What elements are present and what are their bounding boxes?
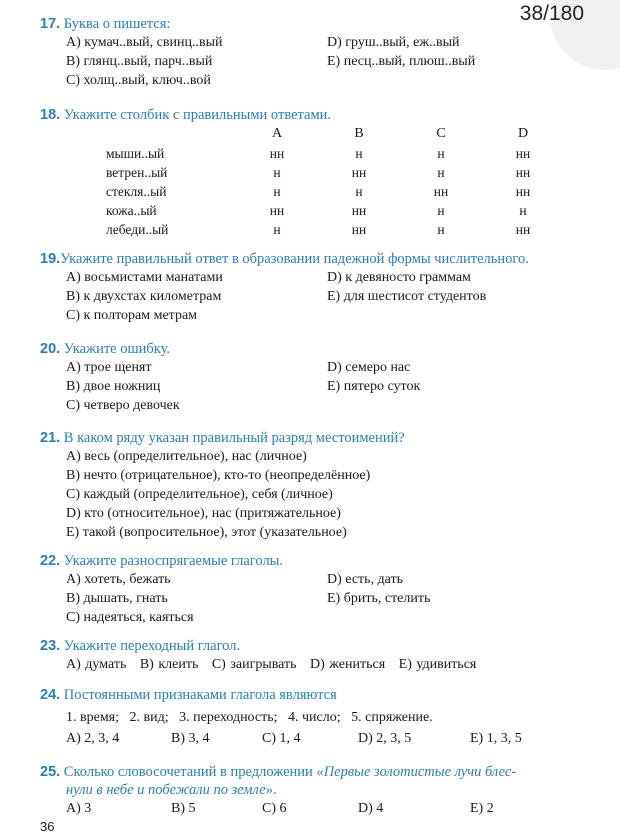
option: С) заигрывать — [211, 657, 297, 672]
question-19 — [40, 250, 600, 325]
option: D) груш..вый, еж..вый — [327, 35, 460, 50]
option: С) надеяться, каяться — [66, 610, 194, 625]
cell: н — [519, 202, 527, 218]
table-row — [106, 163, 564, 182]
cell: н — [273, 221, 281, 237]
cell: нн — [351, 221, 367, 237]
list-item: 3. переходность; — [179, 710, 278, 725]
word-cell: лебеди..ый — [106, 221, 169, 237]
option: В) клеить — [139, 657, 199, 672]
option: Е) 2 — [470, 801, 494, 816]
option: С) 6 — [262, 801, 287, 816]
question-title: 21. В каком ряду указан правильный разряд местоимений? — [40, 430, 405, 446]
option: С) каждый (определительное), себя (личное) — [66, 487, 333, 502]
option: А) весь (определительное), нас (личное) — [66, 449, 307, 464]
option: С) к полторам метрам — [66, 308, 198, 323]
question-18 — [40, 106, 600, 241]
option: С) четверо девочек — [66, 398, 180, 413]
column-header: С — [436, 126, 446, 141]
option: В) 5 — [171, 801, 196, 816]
table-row — [106, 220, 564, 239]
word-cell: ветрен..ый — [106, 164, 168, 180]
option: А) восьмистами манатами — [66, 270, 223, 285]
option: В) двое ножниц — [66, 379, 161, 394]
option: D) к девяносто граммам — [327, 270, 471, 285]
cell: нн — [351, 202, 367, 218]
option: D) жениться — [310, 657, 386, 672]
cell: н — [437, 202, 445, 218]
question-title: 22. Укажите разноспрягаемые глаголы. — [40, 553, 284, 569]
question-title: 17. Буква о пишется: — [40, 16, 171, 32]
cell: нн — [515, 221, 531, 237]
option: В) дышать, гнать — [66, 591, 168, 606]
option: А) 2, 3, 4 — [66, 731, 120, 746]
option: А) кумач..вый, свинц..вый — [66, 35, 223, 50]
question-23 — [40, 637, 600, 674]
column-header: D — [517, 126, 529, 141]
question-22 — [40, 552, 600, 627]
list-item: 5. спряжение. — [351, 710, 433, 725]
question-title: 18. Укажите столбик с правильными ответами. — [40, 107, 332, 123]
option: В) к двухстах километрам — [66, 289, 222, 304]
cell: нн — [515, 145, 531, 161]
option: Е) такой (вопросительное), этот (указательное) — [66, 525, 347, 540]
option: D) 4 — [358, 801, 384, 816]
word-cell: стекля..ый — [106, 183, 167, 199]
question-24 — [40, 686, 600, 748]
question-title: 23. Укажите переходный глагол. — [40, 638, 241, 654]
option: Е) брить, стелить — [327, 591, 431, 606]
option: Е) для шестисот студентов — [327, 289, 487, 304]
list-item: 2. вид; — [129, 710, 169, 725]
table-row — [106, 201, 564, 220]
question-21 — [40, 429, 600, 542]
answer-table — [106, 124, 564, 239]
option: А) думать — [66, 657, 127, 672]
cell: нн — [515, 183, 531, 199]
column-header: А — [271, 126, 283, 141]
cell: н — [437, 145, 445, 161]
table-row — [106, 144, 564, 163]
option: D) кто (относительное), нас (притяжательное) — [66, 506, 341, 521]
feature-list — [66, 708, 600, 727]
question-17 — [40, 15, 600, 90]
cell: н — [273, 183, 281, 199]
page-number: 36 — [40, 819, 55, 834]
cell: н — [437, 221, 445, 237]
option: D) семеро нас — [327, 360, 411, 375]
option: Е) песц..вый, плюш..вый — [327, 54, 476, 69]
option: Е) удивиться — [398, 657, 477, 672]
option: D) есть, дать — [327, 572, 404, 587]
option: Е) 1, 3, 5 — [470, 731, 522, 746]
option: А) трое щенят — [66, 360, 152, 375]
option: В) глянц..вый, парч..вый — [66, 54, 213, 69]
option: D) 2, 3, 5 — [358, 731, 412, 746]
option: А) 3 — [66, 801, 92, 816]
cell: нн — [269, 145, 285, 161]
question-title: 19.Укажите правильный ответ в образовании падежной формы числительного. — [40, 251, 529, 267]
option: В) 3, 4 — [171, 731, 210, 746]
option: А) хотеть, бежать — [66, 572, 171, 587]
cell: нн — [269, 202, 285, 218]
page-indicator: 38/180 — [519, 2, 584, 25]
option: С) холщ..вый, ключ..вой — [66, 73, 211, 88]
cell: н — [437, 164, 445, 180]
question-20 — [40, 340, 600, 415]
cell: н — [355, 145, 363, 161]
cell: н — [355, 183, 363, 199]
option: Е) пятеро суток — [327, 379, 421, 394]
list-item: 1. время; — [66, 710, 120, 725]
list-item: 4. число; — [288, 710, 341, 725]
question-25: 25. Сколько словосочетаний в предложении «Первые золотистые лучи блес- нули в небе и побежали по земле». А) 3 В) 5 С) 6 D) 4 Е) 2 — [40, 763, 600, 818]
cell: н — [273, 164, 281, 180]
option-row — [66, 655, 600, 674]
question-title: 24. Постоянными признаками глагола являются — [40, 687, 337, 703]
option: В) нечто (отрицательное), кто-то (неопределённое) — [66, 468, 371, 483]
cell: нн — [433, 183, 449, 199]
question-title: 20. Укажите ошибку. — [40, 341, 171, 357]
word-cell: мыши..ый — [106, 145, 165, 161]
cell: нн — [351, 164, 367, 180]
word-cell: кожа..ый — [106, 202, 157, 218]
cell: нн — [515, 164, 531, 180]
table-row — [106, 182, 564, 201]
question-title: 25. Сколько словосочетаний в предложении «Первые золотистые лучи блес- — [40, 764, 517, 780]
column-header: В — [354, 126, 364, 141]
option: С) 1, 4 — [262, 731, 301, 746]
